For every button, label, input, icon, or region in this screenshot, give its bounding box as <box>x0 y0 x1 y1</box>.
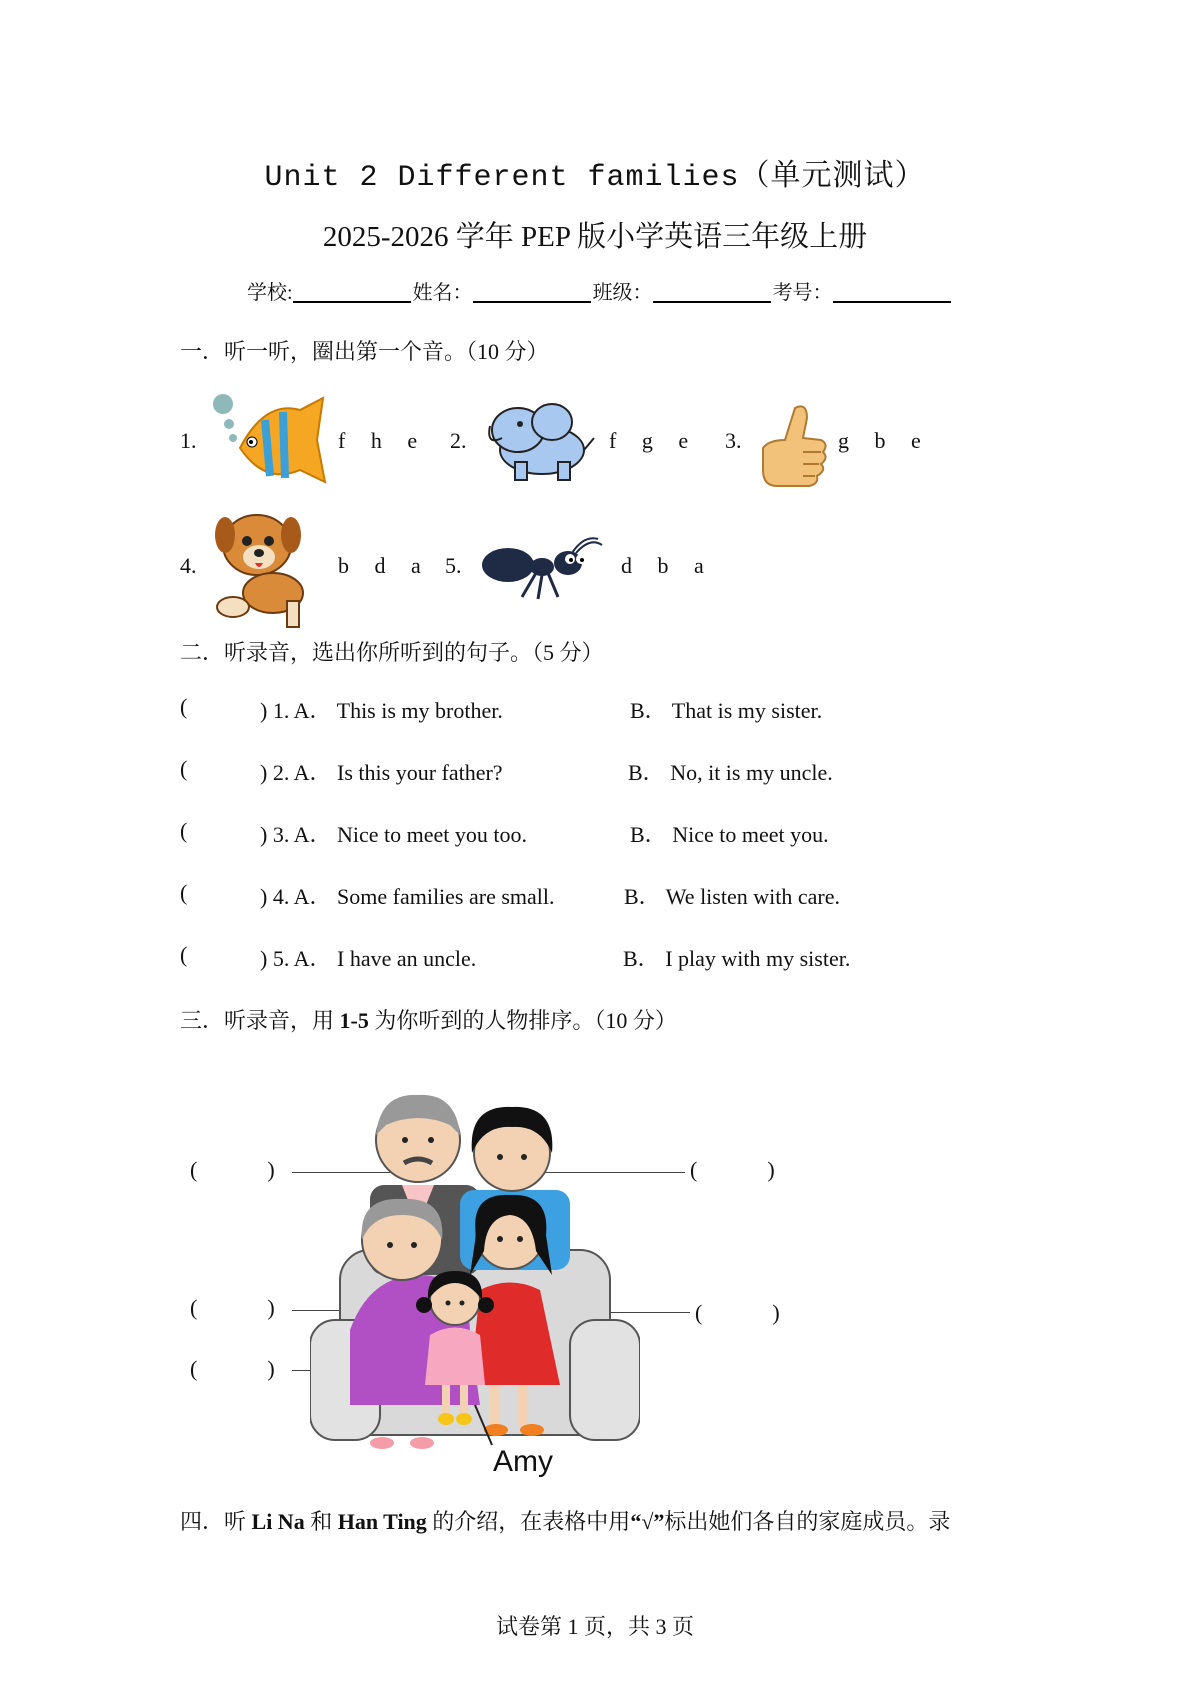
item1-letters: f h e <box>338 428 428 453</box>
item3-number: 3. <box>725 428 742 453</box>
elephant-icon <box>480 400 600 485</box>
question-1-b[interactable]: B． That is my sister. <box>630 698 823 723</box>
thumb-icon <box>755 400 830 490</box>
exam-no-blank[interactable] <box>833 281 951 303</box>
item2-letters: f g e <box>609 428 699 453</box>
question-5-b[interactable]: B． I play with my sister. <box>623 946 851 971</box>
school-blank[interactable] <box>293 281 411 303</box>
question-3-a[interactable]: ) 3. A． Nice to meet you too. <box>260 822 528 847</box>
fish-icon <box>205 390 330 490</box>
order-blank-right-1[interactable]: ( ) <box>690 1157 775 1182</box>
exam-no-label: 考号： <box>772 282 833 304</box>
question-2-a[interactable]: ) 2. A． Is this your father? <box>260 760 503 785</box>
answer-open-paren: ( <box>180 756 188 781</box>
section3-heading: 三．听录音，用 1-5 为你听到的人物排序。（10 分） <box>180 1008 677 1033</box>
student-info-line <box>247 276 953 305</box>
ant-icon <box>480 535 605 600</box>
class-label: 班级： <box>592 282 653 304</box>
item5-number: 5. <box>445 553 462 578</box>
page-footer: 试卷第 1 页，共 3 页 <box>495 1614 694 1639</box>
item5-letters: d b a <box>621 553 714 578</box>
dog-icon <box>205 505 320 630</box>
answer-open-paren: ( <box>180 818 188 843</box>
item2-number: 2. <box>450 428 467 453</box>
section1-heading: 一．听一听，圈出第一个音。（10 分） <box>180 339 549 364</box>
order-blank-left-2[interactable]: ( ) <box>190 1295 275 1320</box>
amy-label: Amy <box>493 1445 553 1478</box>
question-1-a[interactable]: ) 1. A． This is my brother. <box>260 698 503 723</box>
answer-open-paren: ( <box>180 880 188 905</box>
question-row-1 <box>180 694 187 720</box>
section2-heading: 二．听录音，选出你所听到的句子。（5 分） <box>180 640 604 665</box>
question-4-b[interactable]: B． We listen with care. <box>624 884 840 909</box>
question-row-3 <box>180 818 187 844</box>
section4-heading: 四．听 Li Na 和 Han Ting 的介绍，在表格中用“√”标出她们各自的家庭成员。录 <box>180 1509 951 1534</box>
order-blank-left-3[interactable]: ( ) <box>190 1356 275 1381</box>
question-4-a[interactable]: ) 4. A． Some families are small. <box>260 884 555 909</box>
family-picture <box>310 1075 640 1475</box>
school-label: 学校: <box>247 282 293 304</box>
name-label: 姓名： <box>412 282 473 304</box>
item3-letters: g b e <box>838 428 931 453</box>
item4-letters: b d a <box>338 553 431 578</box>
order-blank-left-1[interactable]: ( ) <box>190 1157 275 1182</box>
page-title: Unit 2 Different families（单元测试） <box>264 161 926 195</box>
item1-number: 1. <box>180 428 197 453</box>
question-row-2 <box>180 756 187 782</box>
answer-open-paren: ( <box>180 942 188 967</box>
question-5-a[interactable]: ) 5. A． I have an uncle. <box>260 946 477 971</box>
name-blank[interactable] <box>473 281 591 303</box>
item4-number: 4. <box>180 553 197 578</box>
page-subtitle: 2025-2026 学年 PEP 版小学英语三年级上册 <box>322 221 868 253</box>
question-row-5 <box>180 942 187 968</box>
question-2-b[interactable]: B． No, it is my uncle. <box>628 760 833 785</box>
question-3-b[interactable]: B． Nice to meet you. <box>630 822 829 847</box>
class-blank[interactable] <box>653 281 771 303</box>
order-blank-right-2[interactable]: ( ) <box>695 1300 780 1325</box>
question-row-4 <box>180 880 187 906</box>
answer-open-paren: ( <box>180 694 188 719</box>
